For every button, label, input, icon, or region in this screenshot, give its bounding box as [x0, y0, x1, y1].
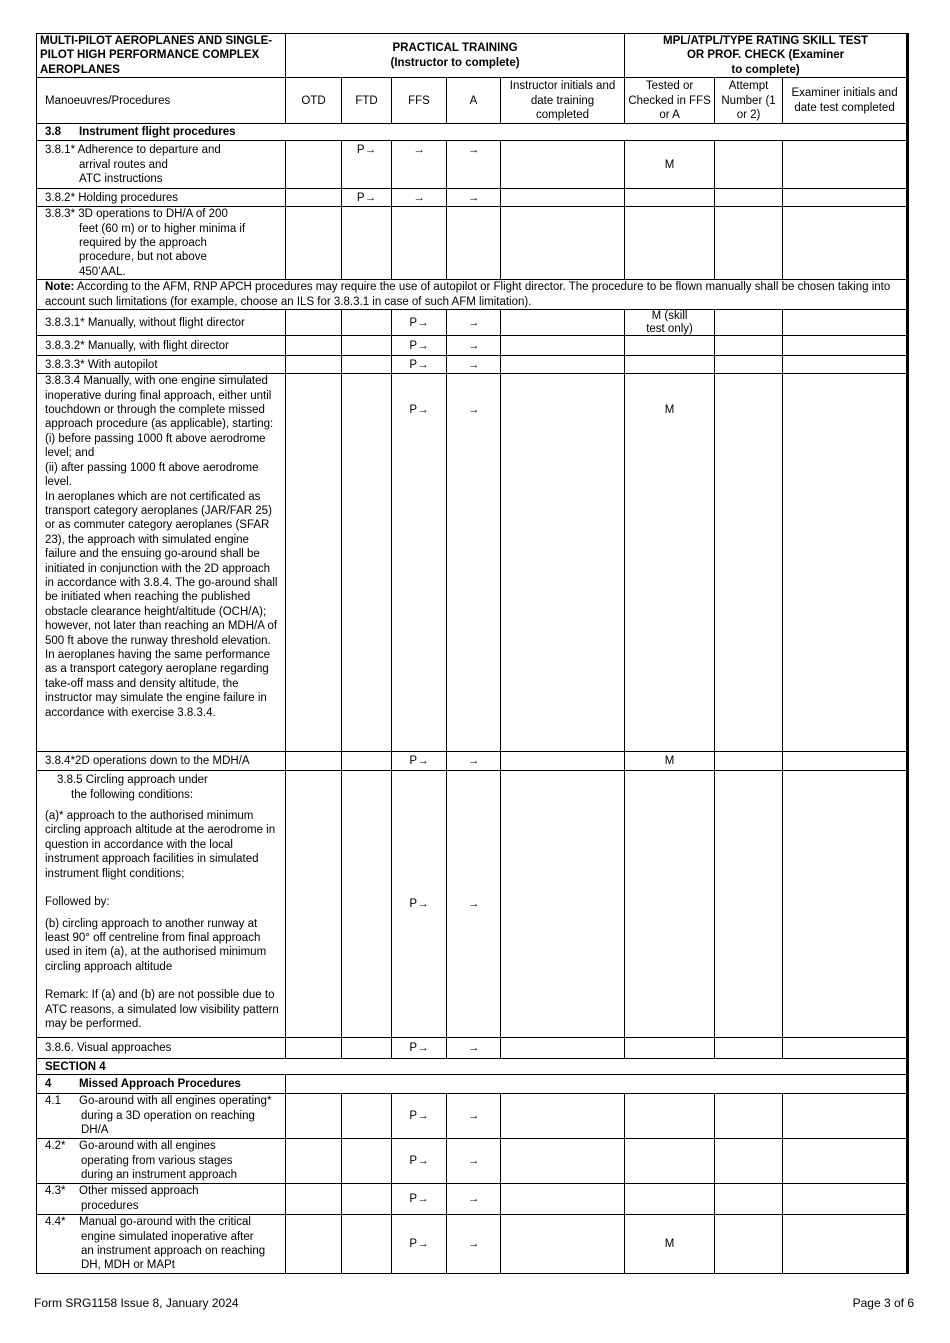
col-otd: OTD [286, 78, 342, 124]
item-line: arrival routes and [79, 158, 168, 171]
otd-cell[interactable] [286, 189, 342, 207]
otd-cell[interactable] [286, 1094, 342, 1139]
table-row [37, 356, 908, 374]
manoeuvres-table [36, 33, 909, 1274]
item-text: Go-around with all engines [79, 1140, 216, 1153]
a-cell[interactable]: → [447, 1139, 501, 1184]
a-cell[interactable]: → [447, 356, 501, 374]
tested-cell[interactable] [625, 1094, 715, 1139]
otd-cell[interactable] [286, 752, 342, 771]
section-heading-row [37, 1059, 908, 1075]
tested-cell[interactable] [625, 771, 715, 1038]
ffs-cell[interactable]: P→ [392, 1184, 447, 1215]
item-paragraph: (a)* approach to the authorised minimum circling approach altitude at the aerodrome in question in accordance with the local instrument approach facilities in simulated instrument flight conditions; [45, 810, 276, 880]
attempt-cell[interactable] [715, 1215, 783, 1274]
otd-cell[interactable] [286, 207, 342, 280]
ftd-cell[interactable] [342, 1184, 392, 1215]
instructor-initials-cell[interactable] [501, 752, 625, 771]
item-line: operating from various stages [81, 1154, 233, 1167]
otd-cell[interactable] [286, 310, 342, 336]
col-tested: Tested or Checked in FFS or A [625, 78, 715, 124]
item-line: during an instrument approach [81, 1169, 237, 1182]
item-line: an instrument approach on reaching [81, 1245, 266, 1258]
examiner-cell[interactable] [783, 1139, 908, 1184]
tested-cell[interactable] [625, 1038, 715, 1059]
instructor-initials-cell[interactable] [501, 141, 625, 189]
otd-cell[interactable] [286, 1139, 342, 1184]
item-line: DH/A [81, 1124, 109, 1137]
attempt-cell[interactable] [715, 1139, 783, 1184]
ftd-cell[interactable] [342, 356, 392, 374]
section-title: Missed Approach Procedures [79, 1078, 241, 1091]
item-paragraph: (b) circling approach to another runway at least 90° off centreline from final approach used in item (a), at the authorised minimum circling approach altitude [45, 917, 267, 973]
item-line: feet (60 m) or to higher minima if [79, 222, 246, 235]
otd-cell[interactable] [286, 336, 342, 356]
section-4-blank [286, 1075, 908, 1094]
attempt-cell[interactable] [715, 141, 783, 189]
item-line: required by the approach [79, 237, 207, 250]
tested-cell[interactable]: M [625, 1215, 715, 1274]
ffs-cell[interactable]: P→ [392, 1139, 447, 1184]
attempt-cell[interactable] [715, 1184, 783, 1215]
item-paragraph: (ii) after passing 1000 ft above aerodrome level. [45, 461, 259, 489]
item-3-8-3-3: 3.8.3.3* With autopilot [37, 356, 286, 374]
ftd-cell[interactable] [342, 1215, 392, 1274]
col-ftd: FTD [342, 78, 392, 124]
item-paragraph: Remark: If (a) and (b) are not possible due to ATC reasons, a simulated low visibility pattern may be performed. [45, 989, 279, 1030]
attempt-cell[interactable] [715, 356, 783, 374]
tested-cell[interactable] [625, 1139, 715, 1184]
ffs-cell[interactable] [392, 207, 447, 280]
item-number: 4.2* [45, 1140, 66, 1153]
skill-test-form-page [36, 33, 907, 1274]
ffs-cell[interactable]: P→ [392, 1215, 447, 1274]
ftd-cell[interactable] [342, 336, 392, 356]
item-paragraph: (i) before passing 1000 ft above aerodrome level; and [45, 432, 266, 460]
attempt-cell[interactable] [715, 310, 783, 336]
ffs-cell[interactable]: P→ [392, 1038, 447, 1059]
item-3-8-3-1: 3.8.3.1* Manually, without flight director [37, 310, 286, 336]
item-3-8-3 [37, 207, 286, 280]
table-row [37, 189, 908, 207]
item-3-8-6: 3.8.6. Visual approaches [37, 1038, 286, 1059]
attempt-cell[interactable] [715, 752, 783, 771]
attempt-cell[interactable] [715, 1094, 783, 1139]
item-line [45, 1139, 282, 1153]
item-number: 4.3* [45, 1185, 66, 1198]
section-number: 4 [45, 1078, 52, 1091]
ftd-cell[interactable] [342, 207, 392, 280]
otd-cell[interactable] [286, 771, 342, 1038]
form-reference: Form SRG1158 Issue 8, January 2024 [34, 1296, 239, 1310]
examiner-cell[interactable] [783, 1184, 908, 1215]
instructor-initials-cell[interactable] [501, 336, 625, 356]
header-skill-test-line2: OR PROF. CHECK (Examiner [686, 49, 845, 62]
instructor-initials-cell[interactable] [501, 1038, 625, 1059]
a-cell[interactable]: → [447, 1215, 501, 1274]
table-row [37, 771, 908, 1038]
col-ffs: FFS [392, 78, 447, 124]
a-cell[interactable]: → [447, 374, 501, 752]
page-number: Page 3 of 6 [852, 1296, 914, 1310]
col-instructor-initials: Instructor initials and date training completed [501, 78, 625, 124]
examiner-cell[interactable] [783, 336, 908, 356]
a-cell[interactable]: → [447, 752, 501, 771]
a-cell[interactable]: → [447, 310, 501, 336]
examiner-cell[interactable] [783, 189, 908, 207]
note-text [37, 280, 908, 310]
item-3-8-3-2: 3.8.3.2* Manually, with flight director [37, 336, 286, 356]
item-text: Go-around with all engines operating* [79, 1095, 272, 1108]
instructor-initials-cell[interactable] [501, 1094, 625, 1139]
ftd-cell[interactable] [342, 1038, 392, 1059]
ftd-cell[interactable] [342, 771, 392, 1038]
table-row [37, 752, 908, 771]
header-practical-training [286, 34, 625, 78]
item-paragraph: Followed by: [45, 896, 110, 909]
ffs-cell[interactable]: P→ [392, 310, 447, 336]
item-4-1 [37, 1094, 286, 1139]
tested-cell[interactable]: M [625, 374, 715, 752]
table-row [37, 141, 908, 189]
attempt-cell[interactable] [715, 374, 783, 752]
attempt-cell[interactable] [715, 336, 783, 356]
tested-cell[interactable] [625, 1184, 715, 1215]
tested-cell[interactable] [625, 207, 715, 280]
attempt-cell[interactable] [715, 1038, 783, 1059]
tested-cell[interactable] [625, 356, 715, 374]
otd-cell[interactable] [286, 374, 342, 752]
instructor-initials-cell[interactable] [501, 1139, 625, 1184]
table-row [37, 336, 908, 356]
instructor-initials-cell[interactable] [501, 189, 625, 207]
header-skill-test-line3: to complete) [731, 63, 800, 76]
item-line: 3.8.1* Adherence to departure and [45, 144, 221, 157]
item-paragraph: In aeroplanes which are not certificated as transport category aeroplanes (JAR/FAR 25) or as commuter category aeroplanes (SFAR 23), the approach with simulated engine failure and the ensuing go-around shall be initiated in conjunction with the 2D approach in accordance with 3.8.4. The go-around shall be initiated when reaching the published obstacle clearance height/altitude (OCH/A); however, not later than reaching an MDH/A of 500 ft above the runway threshold elevation. In aeroplanes having the same performance as a transport category aeroplane regarding take-off mass and density altitude, the instructor may simulate the engine failure in accordance with exercise 3.8.3.4. [45, 490, 278, 719]
examiner-cell[interactable] [783, 1094, 908, 1139]
table-row [37, 310, 908, 336]
note-body: According to the AFM, RNP APCH procedures may require the use of autopilot or Flight director. The procedure to be flown manually shall be chosen taking into account such limitations (for example, choose an ILS for 3.8.3.1 in case of such AFM limitation). [45, 281, 891, 308]
item-line [45, 1094, 282, 1108]
otd-cell[interactable] [286, 1215, 342, 1274]
item-line: 3.8.3* 3D operations to DH/A of 200 [45, 208, 228, 221]
a-cell[interactable]: → [447, 1184, 501, 1215]
tested-cell[interactable] [625, 336, 715, 356]
ffs-cell[interactable]: P→ [392, 752, 447, 771]
table-row [37, 1139, 908, 1184]
note-row [37, 280, 908, 310]
table-row [37, 374, 908, 752]
ftd-cell[interactable]: P→ [342, 189, 392, 207]
a-cell[interactable]: → [447, 141, 501, 189]
a-cell[interactable]: → [447, 1094, 501, 1139]
instructor-initials-cell[interactable] [501, 374, 625, 752]
attempt-cell[interactable] [715, 771, 783, 1038]
examiner-cell[interactable] [783, 207, 908, 280]
item-line: during a 3D operation on reaching [81, 1109, 255, 1122]
item-number: 4.4* [45, 1216, 66, 1229]
instructor-initials-cell[interactable] [501, 771, 625, 1038]
ffs-cell[interactable]: P→ [392, 771, 447, 1038]
tested-line: test only) [646, 322, 693, 335]
section-3-8-heading [37, 124, 908, 141]
ffs-cell[interactable]: P→ [392, 1094, 447, 1139]
ftd-cell[interactable] [342, 1139, 392, 1184]
item-3-8-5 [37, 771, 286, 1038]
instructor-initials-cell[interactable] [501, 207, 625, 280]
item-4-3 [37, 1184, 286, 1215]
examiner-cell[interactable] [783, 141, 908, 189]
item-line: the following conditions: [71, 788, 194, 801]
examiner-cell[interactable] [783, 771, 908, 1038]
section-heading-row [37, 124, 908, 141]
header-skill-test [625, 34, 908, 78]
instructor-initials-cell[interactable] [501, 356, 625, 374]
item-line: DH, MDH or MAPt [81, 1259, 175, 1272]
ftd-cell[interactable] [342, 1094, 392, 1139]
column-header-row [37, 78, 908, 124]
section-4-label: SECTION 4 [37, 1059, 908, 1075]
item-line: ATC instructions [79, 172, 163, 185]
item-number: 4.1 [45, 1095, 61, 1108]
tested-cell[interactable]: M [625, 141, 715, 189]
attempt-cell[interactable] [715, 189, 783, 207]
ffs-cell[interactable]: P→ [392, 336, 447, 356]
tested-line: M (skill [651, 310, 688, 323]
a-cell[interactable]: → [447, 336, 501, 356]
note-label: Note: [45, 281, 75, 294]
item-text: Manual go-around with the critical [79, 1216, 251, 1229]
item-line: 450’AAL. [79, 265, 126, 278]
table-row [37, 1215, 908, 1274]
section-number: 3.8 [45, 126, 61, 139]
section-heading-row [37, 1075, 908, 1094]
a-cell[interactable]: → [447, 1038, 501, 1059]
tested-cell[interactable] [625, 189, 715, 207]
col-manoeuvres: Manoeuvres/Procedures [37, 78, 286, 124]
item-line: engine simulated inoperative after [81, 1230, 254, 1243]
attempt-cell[interactable] [715, 207, 783, 280]
examiner-cell[interactable] [783, 356, 908, 374]
col-examiner-initials: Examiner initials and date test completed [783, 78, 908, 124]
ffs-cell[interactable]: P→ [392, 356, 447, 374]
section-title: Instrument flight procedures [79, 126, 236, 139]
item-paragraph: 3.8.3.4 Manually, with one engine simulated inoperative during final approach, either until touchdown or through the complete missed approach procedure (as applicable), starting: [45, 375, 274, 431]
examiner-cell[interactable] [783, 374, 908, 752]
table-row [37, 207, 908, 280]
item-line [45, 1215, 282, 1229]
item-text: Other missed approach [79, 1185, 199, 1198]
ftd-cell[interactable] [342, 752, 392, 771]
otd-cell[interactable] [286, 1038, 342, 1059]
item-line: procedures [81, 1199, 139, 1212]
item-line: 3.8.5 Circling approach under [57, 774, 208, 787]
a-cell[interactable]: → [447, 771, 501, 1038]
ftd-cell[interactable] [342, 374, 392, 752]
header-aeroplane-type: MULTI-PILOT AEROPLANES AND SINGLE-PILOT HIGH PERFORMANCE COMPLEX AEROPLANES [37, 34, 286, 78]
header-skill-test-line1: MPL/ATPL/TYPE RATING SKILL TEST [663, 35, 869, 47]
examiner-cell[interactable] [783, 1215, 908, 1274]
item-line [45, 1184, 282, 1198]
header-row [37, 34, 908, 78]
col-attempt: Attempt Number (1 or 2) [715, 78, 783, 124]
header-practical-subtitle: (Instructor to complete) [390, 56, 520, 69]
item-4-2 [37, 1139, 286, 1184]
examiner-cell[interactable] [783, 310, 908, 336]
tested-cell[interactable]: M [625, 752, 715, 771]
col-a: A [447, 78, 501, 124]
item-3-8-1 [37, 141, 286, 189]
otd-cell[interactable] [286, 141, 342, 189]
table-row [37, 1038, 908, 1059]
ffs-cell[interactable]: → [392, 141, 447, 189]
item-4-4 [37, 1215, 286, 1274]
examiner-cell[interactable] [783, 752, 908, 771]
otd-cell[interactable] [286, 356, 342, 374]
item-3-8-4: 3.8.4*2D operations down to the MDH/A [37, 752, 286, 771]
instructor-initials-cell[interactable] [501, 310, 625, 336]
examiner-cell[interactable] [783, 1038, 908, 1059]
ftd-cell[interactable]: P→ [342, 141, 392, 189]
header-practical-title: PRACTICAL TRAINING [392, 42, 518, 55]
instructor-initials-cell[interactable] [501, 1184, 625, 1215]
item-line: procedure, but not above [79, 251, 207, 264]
tested-cell[interactable] [625, 310, 715, 336]
instructor-initials-cell[interactable] [501, 1215, 625, 1274]
otd-cell[interactable] [286, 1184, 342, 1215]
table-row [37, 1094, 908, 1139]
section-4-heading [37, 1075, 286, 1094]
ftd-cell[interactable] [342, 310, 392, 336]
table-row [37, 1184, 908, 1215]
item-3-8-2: 3.8.2* Holding procedures [37, 189, 286, 207]
ffs-cell[interactable]: → [392, 189, 447, 207]
a-cell[interactable] [447, 207, 501, 280]
a-cell[interactable]: → [447, 189, 501, 207]
item-3-8-3-4 [37, 374, 286, 752]
ffs-cell[interactable]: P→ [392, 374, 447, 752]
